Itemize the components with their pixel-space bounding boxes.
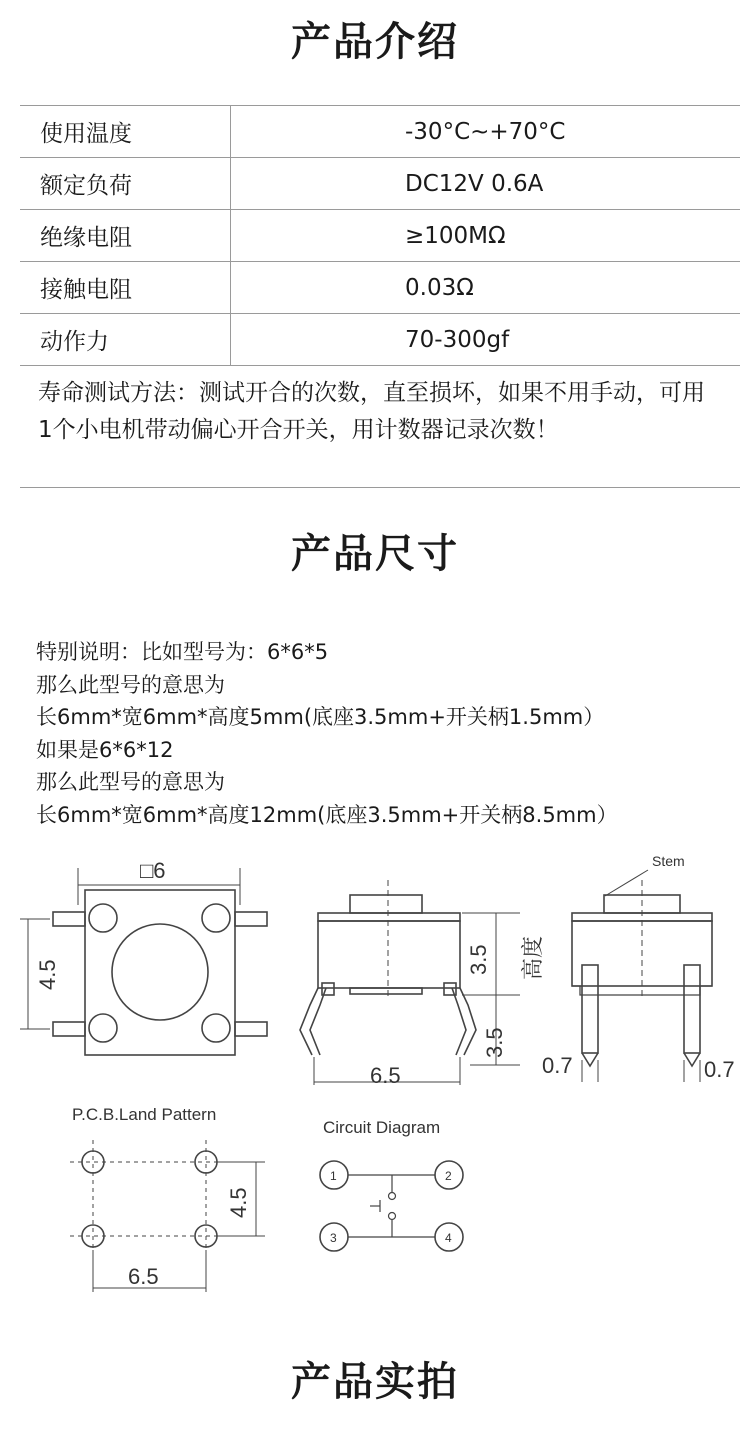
life-test-note: 寿命测试方法：测试开合的次数，直至损坏，如果不用手动，可用1个小电机带动偏心开合开关，用计数器记录次数！ — [38, 380, 705, 443]
spec-row — [20, 158, 740, 210]
spec-value: ≥100MΩ — [231, 210, 741, 262]
dimension-drawing — [0, 840, 750, 1310]
pin-span-label: 6.5 — [370, 1063, 401, 1088]
pcb-width-label: 6.5 — [128, 1264, 159, 1289]
explanation-line: 特别说明：比如型号为：6*6*5 — [36, 640, 329, 664]
spec-value: 0.03Ω — [231, 262, 741, 314]
explanation-line: 长6mm*宽6mm*高度5mm(底座3.5mm+开关柄1.5mm） — [36, 705, 605, 729]
pcb-height-label: 4.5 — [226, 1187, 251, 1218]
spec-label: 接触电阻 — [20, 262, 231, 314]
front-view — [572, 870, 712, 1082]
pin-width-left-label: 0.7 — [542, 1053, 573, 1078]
table-bottom-rule — [20, 487, 740, 488]
base-height-label: 3.5 — [466, 944, 491, 975]
model-explanation — [36, 636, 618, 831]
dimensions-title: 产品尺寸 — [291, 531, 459, 577]
spec-value: 70-300gf — [231, 314, 741, 366]
height-label: 高度 — [520, 935, 545, 980]
pin-length-label: 3.5 — [482, 1027, 507, 1058]
circuit-diagram — [320, 1161, 463, 1251]
pin-width-right-label: 0.7 — [704, 1057, 735, 1082]
spec-label: 使用温度 — [20, 106, 231, 158]
explanation-line: 那么此型号的意思为 — [36, 770, 225, 794]
explanation-line: 长6mm*宽6mm*高度12mm(底座3.5mm+开关柄8.5mm） — [36, 802, 618, 827]
spec-row — [20, 314, 740, 366]
spec-label: 绝缘电阻 — [20, 210, 231, 262]
top-width-label: □6 — [140, 858, 166, 883]
spec-label: 额定负荷 — [20, 158, 231, 210]
explanation-line: 如果是6*6*12 — [36, 737, 174, 762]
photos-title: 产品实拍 — [291, 1359, 459, 1405]
spec-row — [20, 106, 740, 158]
spec-value: DC12V 0.6A — [231, 158, 741, 210]
spec-value: -30°C~+70°C — [231, 106, 741, 158]
pcb-title: P.C.B.Land Pattern — [72, 1105, 217, 1124]
circuit-pin-4: 4 — [445, 1231, 452, 1245]
stem-label: Stem — [652, 853, 685, 869]
circuit-pin-3: 3 — [330, 1231, 337, 1245]
explanation-line: 那么此型号的意思为 — [36, 672, 225, 697]
spec-label: 动作力 — [20, 314, 231, 366]
circuit-pin-1: 1 — [330, 1169, 337, 1183]
intro-title: 产品介绍 — [291, 19, 459, 65]
spec-table — [20, 106, 740, 366]
spec-row — [20, 210, 740, 262]
circuit-title: Circuit Diagram — [323, 1118, 441, 1137]
top-height-label: 4.5 — [35, 959, 60, 990]
spec-row — [20, 262, 740, 314]
circuit-pin-2: 2 — [445, 1169, 452, 1183]
